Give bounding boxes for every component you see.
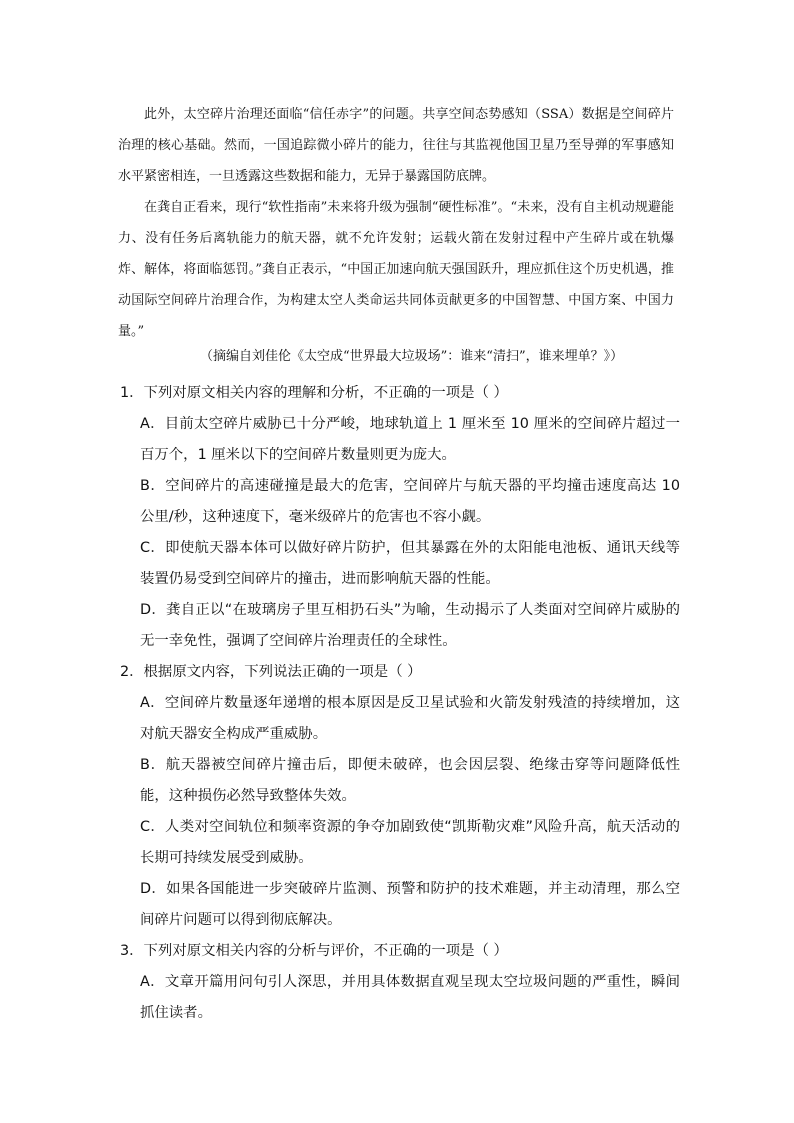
- question-1: [120, 378, 680, 657]
- option-c: C．人类对空间轨位和频率资源的争夺加剧致使“凯斯勒灾难”风险升高，航天活动的长期可持续发展受到威胁。: [140, 819, 680, 866]
- option-b: B．空间碎片的高速碰撞是最大的危害，空间碎片与航天器的平均撞击速度高达 10 公里/秒，这种速度下，毫米级碎片的危害也不容小觑。: [140, 478, 680, 525]
- option-c: C．即使航天器本体可以做好碎片防护，但其暴露在外的太阳能电池板、通讯天线等装置仍易受到空间碎片的撞击，进而影响航天器的性能。: [140, 540, 680, 587]
- passage-paragraph: 在龚自正看来，现行“软性指南”未来将升级为强制“硬性标准”。“未来，没有自主机动规避能力、没有任务后离轨能力的航天器，就不允许发射；运载火箭在发射过程中产生碎片或在轨爆炸、解体，将面临惩罚。”龚自正表示，“中国正加速向航天强国跃升，理应抓住这个历史机遇，推动国际空间碎片治理合作，为构建太空人类命运共同体贡献更多的中国智慧、中国方案、中国力量。”: [118, 200, 674, 339]
- question-list: [120, 378, 680, 1029]
- question-3: [120, 936, 680, 1029]
- passage-paragraph: 此外，太空碎片治理还面临“信任赤字”的问题。共享空间态势感知（SSA）数据是空间碎片治理的核心基础。然而，一国追踪微小碎片的能力，往往与其监视他国卫星乃至导弹的军事感知水平紧密相连，一旦透露这些数据和能力，无异于暴露国防底牌。: [118, 107, 674, 184]
- reading-passage: [118, 99, 674, 347]
- option-a: A．空间碎片数量逐年递增的根本原因是反卫星试验和火箭发射残渣的持续增加，这对航天器安全构成严重威胁。: [140, 695, 680, 742]
- question-stem: 1．下列对原文相关内容的理解和分析，不正确的一项是（ ）: [120, 385, 508, 401]
- option-b: B．航天器被空间碎片撞击后，即便未破碎，也会因层裂、绝缘击穿等问题降低性能，这种损伤必然导致整体失效。: [140, 757, 680, 804]
- question-stem: 2．根据原文内容，下列说法正确的一项是（ ）: [120, 664, 422, 680]
- option-d: D．龚自正以“在玻璃房子里互相扔石头”为喻，生动揭示了人类面对空间碎片威胁的无一幸免性，强调了空间碎片治理责任的全球性。: [140, 602, 680, 649]
- question-2: [120, 657, 680, 936]
- question-stem: 3．下列对原文相关内容的分析与评价，不正确的一项是（ ）: [120, 943, 508, 959]
- option-a: A．文章开篇用问句引人深思，并用具体数据直观呈现太空垃圾问题的严重性，瞬间抓住读者。: [140, 974, 680, 1021]
- passage-source: （摘编自刘佳伦《太空成“世界最大垃圾场”：谁来“清扫”，谁来埋单？》）: [200, 349, 624, 364]
- option-a: A．目前太空碎片威胁已十分严峻，地球轨道上 1 厘米至 10 厘米的空间碎片超过一百万个，1 厘米以下的空间碎片数量则更为庞大。: [140, 416, 680, 463]
- option-d: D．如果各国能进一步突破碎片监测、预警和防护的技术难题，并主动清理，那么空间碎片问题可以得到彻底解决。: [140, 881, 680, 928]
